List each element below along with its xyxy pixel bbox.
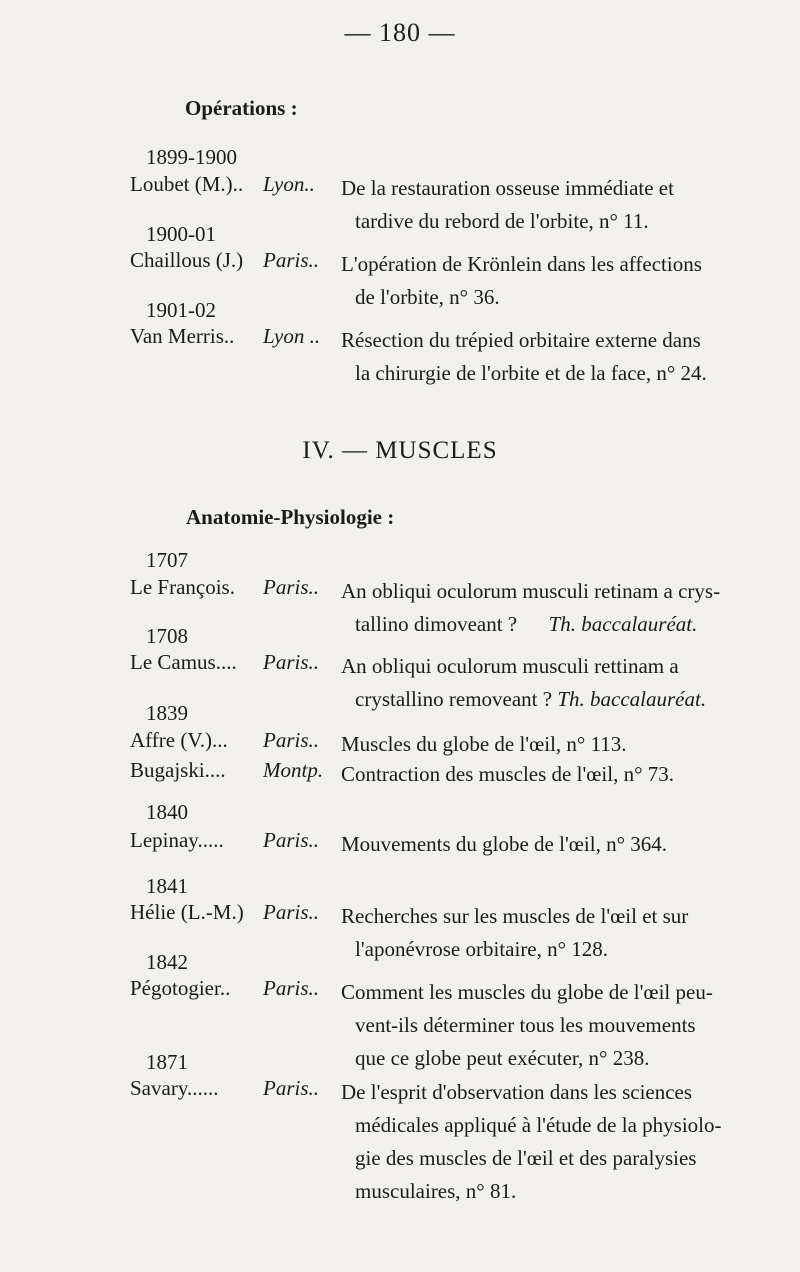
entry-year: 1840 [146, 800, 188, 824]
entry-year: 1899-1900 [146, 145, 237, 169]
entry-line: Recherches sur les muscles de l'œil et sur [341, 904, 689, 928]
entry-city: Paris.. [263, 1076, 320, 1100]
entry-year: 1871 [146, 1050, 188, 1074]
entry-description [341, 650, 741, 716]
entry-author: Le Camus.... [130, 650, 237, 674]
entry-city: Paris.. [263, 900, 320, 924]
entry-author: Hélie (L.-M.) [130, 900, 244, 924]
entry-city: Lyon .. [263, 324, 321, 348]
entry-city: Paris.. [263, 828, 320, 852]
entry-description [341, 758, 741, 791]
section-title: IV. — MUSCLES [302, 437, 498, 464]
entry-description [341, 172, 741, 238]
entry-line: gie des muscles de l'œil et des paralysies [355, 1146, 697, 1170]
entry-city: Paris.. [263, 575, 320, 599]
entry-author: Chaillous (J.) [130, 248, 244, 272]
entry-city: Paris.. [263, 248, 320, 272]
entry-year: 1839 [146, 701, 188, 725]
entry-line: Résection du trépied orbitaire externe dans [341, 328, 701, 352]
entry-line: L'opération de Krönlein dans les affections [341, 252, 702, 276]
entry-author: Affre (V.)... [130, 728, 228, 752]
entry-author: Lepinay..... [130, 828, 224, 852]
entry-line: de l'orbite, n° 36. [355, 285, 500, 309]
entry-line-text: crystallino removeant ? [355, 687, 553, 711]
entry-line: Contraction des muscles de l'œil, n° 73. [341, 762, 674, 786]
entry-line [341, 683, 741, 716]
entry-line: tardive du rebord de l'orbite, n° 11. [355, 209, 649, 233]
page-number: — 180 — [344, 18, 456, 47]
entry-note: Th. baccalauréat. [557, 687, 707, 711]
entry-year: 1708 [146, 624, 188, 648]
entry-line: De la restauration osseuse immédiate et [341, 176, 674, 200]
entry-year: 1707 [146, 548, 188, 572]
entry-city: Montp. [263, 758, 324, 782]
entry-line [341, 608, 741, 641]
entry-description [341, 575, 741, 641]
entry-line: De l'esprit d'observation dans les sciences [341, 1080, 693, 1104]
entry-line: l'aponévrose orbitaire, n° 128. [355, 937, 609, 961]
entry-year: 1842 [146, 950, 188, 974]
entry-description [341, 728, 741, 761]
entry-line: que ce globe peut exécuter, n° 238. [355, 1046, 650, 1070]
entry-city: Lyon.. [263, 172, 315, 196]
entry-line: Comment les muscles du globe de l'œil peu- [341, 980, 713, 1004]
entry-description [341, 828, 741, 861]
entry-note: Th. baccalauréat. [548, 612, 698, 636]
entry-line: Muscles du globe de l'œil, n° 113. [341, 732, 627, 756]
entry-author: Pégotogier.. [130, 976, 231, 1000]
entry-description [341, 900, 741, 966]
entry-line: musculaires, n° 81. [355, 1179, 517, 1203]
entry-year: 1841 [146, 874, 188, 898]
entry-city: Paris.. [263, 728, 320, 752]
entry-description [341, 1076, 741, 1208]
anatomy-heading: Anatomie-Physiologie : [186, 505, 395, 529]
entry-description [341, 324, 741, 390]
entry-description [341, 976, 741, 1075]
entry-year: 1901-02 [146, 298, 216, 322]
entry-year: 1900-01 [146, 222, 216, 246]
entry-city: Paris.. [263, 650, 320, 674]
entry-line: Mouvements du globe de l'œil, n° 364. [341, 832, 667, 856]
entry-city: Paris.. [263, 976, 320, 1000]
entry-description [341, 248, 741, 314]
entry-line: la chirurgie de l'orbite et de la face, n° 24. [355, 361, 707, 385]
entry-author: Le François. [130, 575, 235, 599]
entry-line: An obliqui oculorum musculi retinam a crys- [341, 579, 721, 603]
entry-author: Van Merris.. [130, 324, 235, 348]
entry-author: Loubet (M.).. [130, 172, 244, 196]
operations-heading: Opérations : [185, 96, 298, 120]
entry-author: Savary...... [130, 1076, 219, 1100]
entry-author: Bugajski.... [130, 758, 226, 782]
entry-line: An obliqui oculorum musculi rettinam a [341, 654, 679, 678]
entry-line-text: tallino dimoveant ? [355, 612, 518, 636]
entry-line: médicales appliqué à l'étude de la physiolo- [355, 1113, 722, 1137]
entry-line: vent-ils déterminer tous les mouvements [355, 1013, 696, 1037]
